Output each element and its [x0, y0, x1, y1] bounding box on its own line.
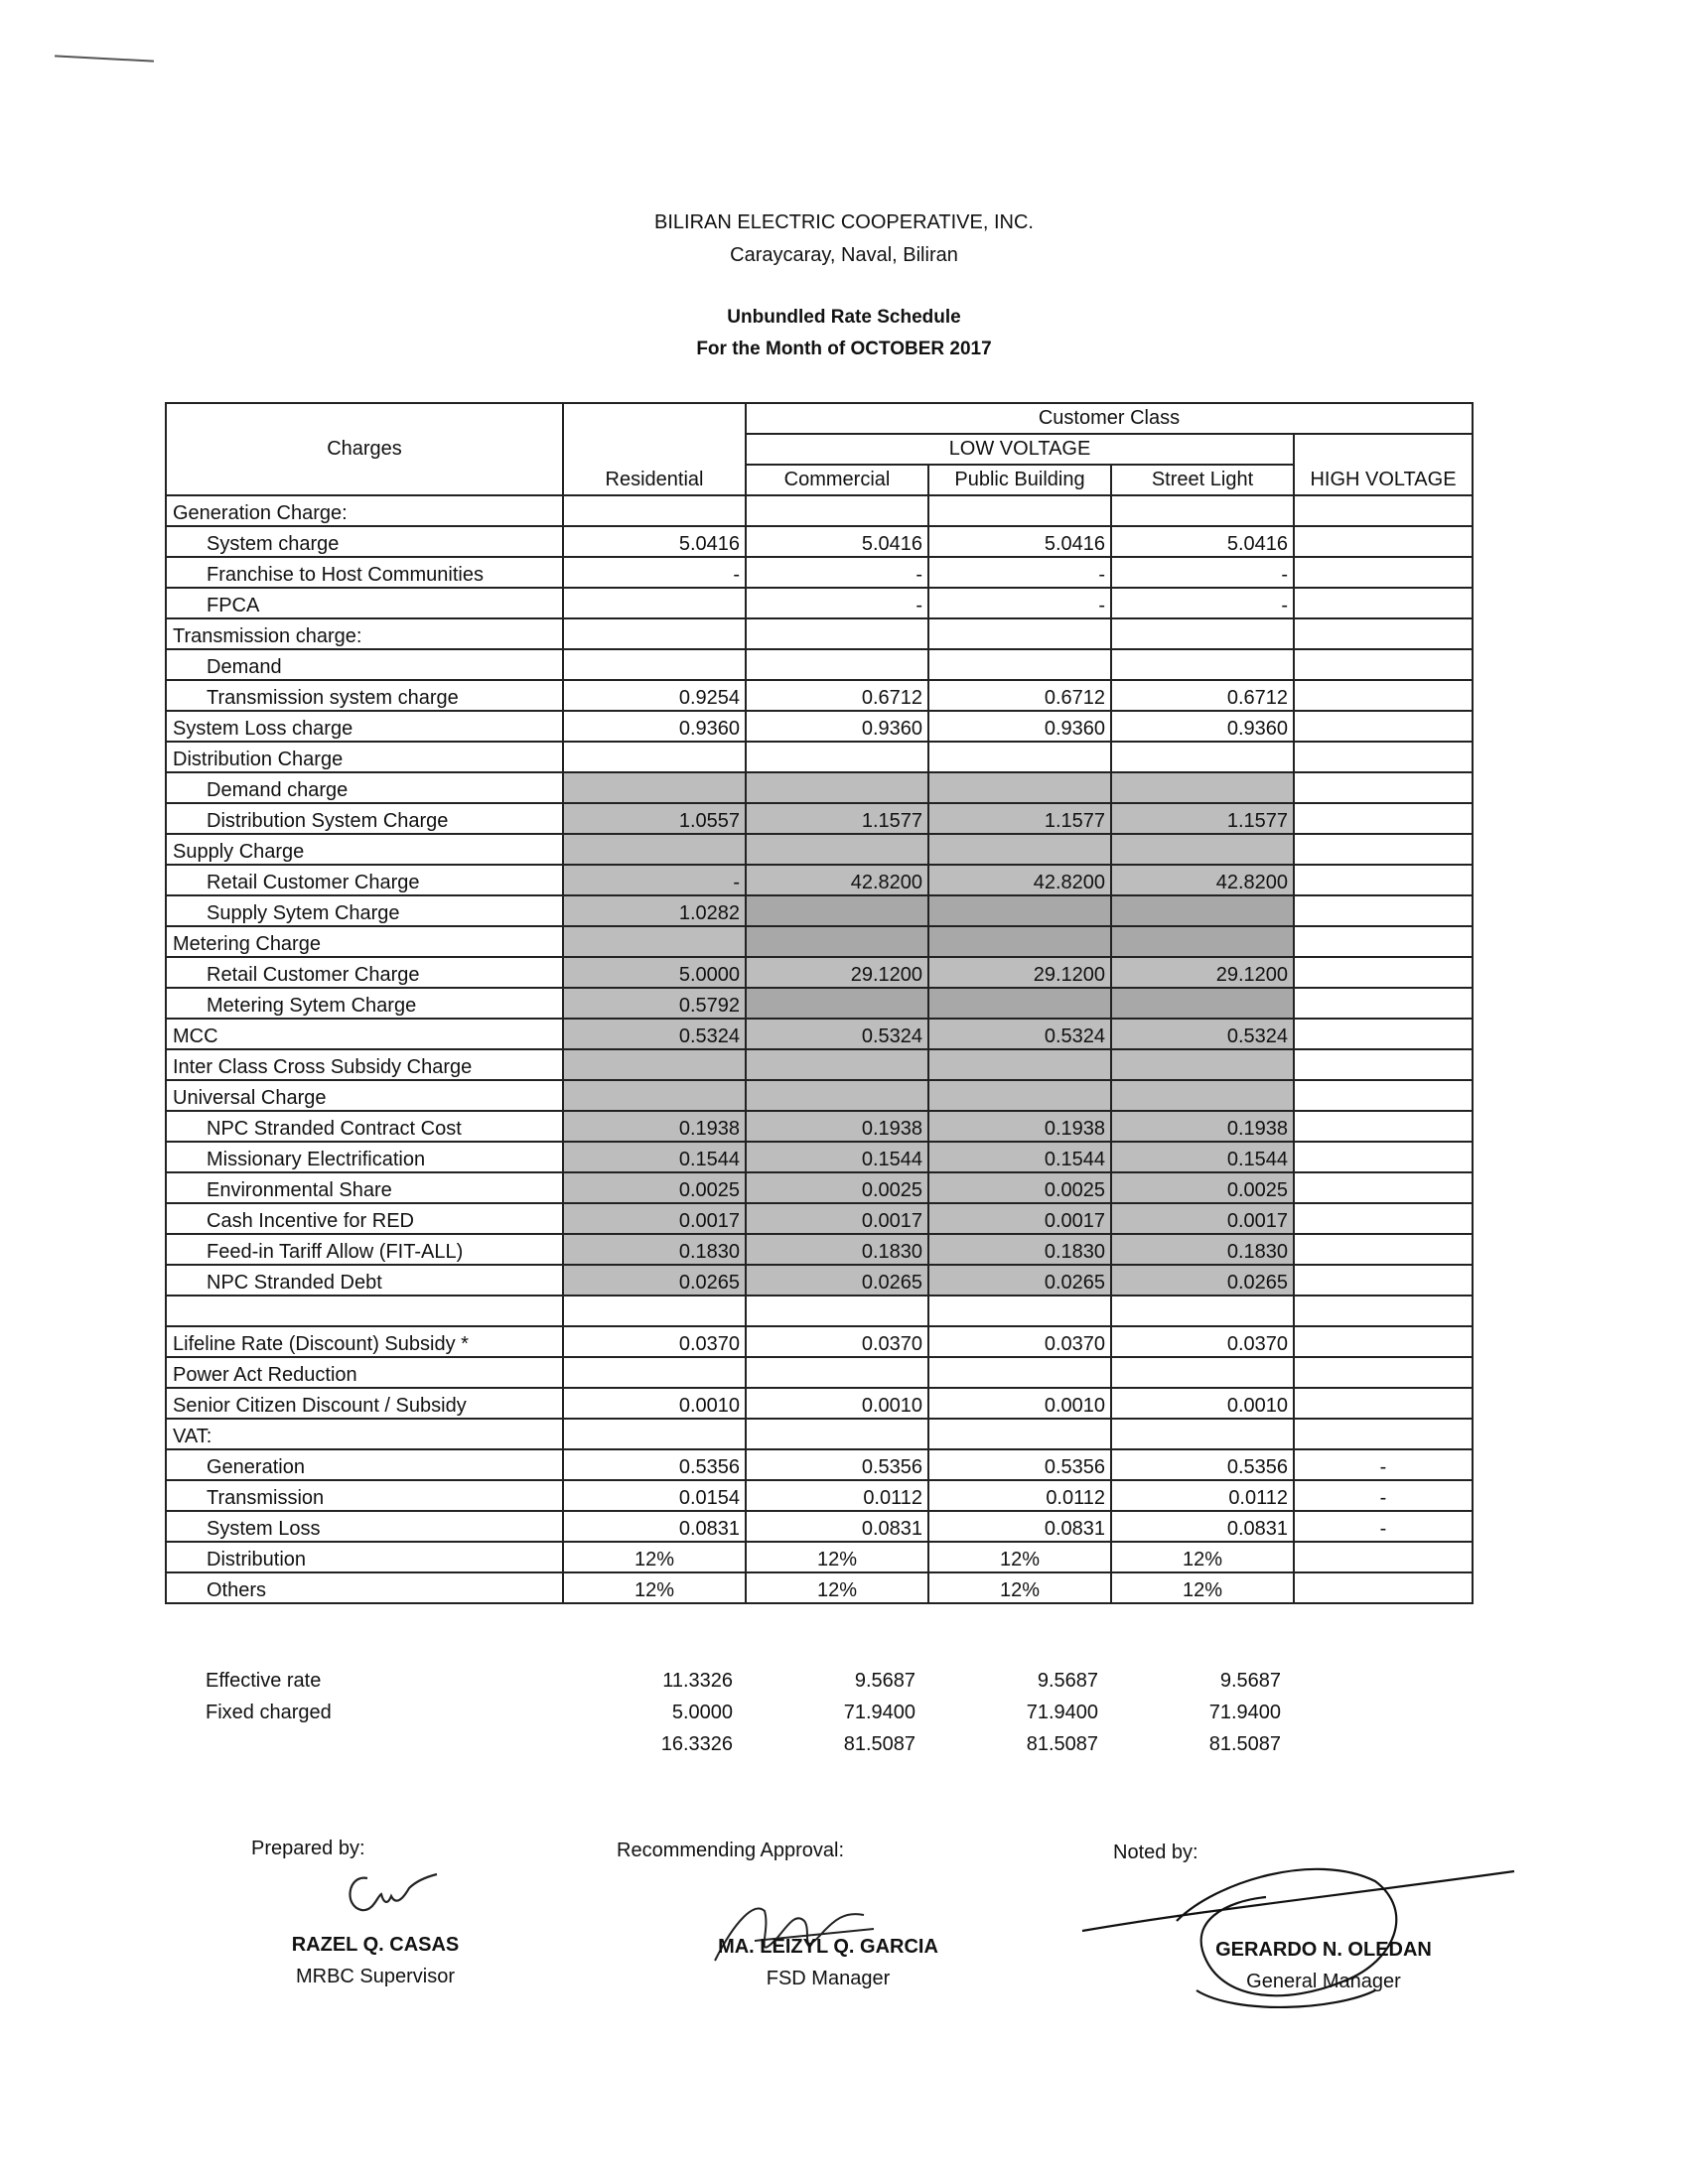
cell-high-voltage [1294, 834, 1473, 865]
cell-street-light: 0.0017 [1111, 1203, 1294, 1234]
noted-by-title: General Manager [1246, 1971, 1401, 1992]
cell-public-building [928, 988, 1111, 1019]
cell-street-light: - [1111, 557, 1294, 588]
cell-street-light: 0.1938 [1111, 1111, 1294, 1142]
row-label: Senior Citizen Discount / Subsidy [166, 1388, 563, 1419]
table-row [166, 1296, 1473, 1326]
total-commercial: 81.5087 [843, 1733, 915, 1755]
row-label: Transmission charge: [166, 618, 563, 649]
row-label: Universal Charge [166, 1080, 563, 1111]
cell-residential: 0.0017 [563, 1203, 746, 1234]
cell-residential: 0.5792 [563, 988, 746, 1019]
row-label: Supply Sytem Charge [166, 895, 563, 926]
cell-street-light [1111, 742, 1294, 772]
table-row [166, 1357, 1473, 1388]
cell-commercial: 0.0025 [746, 1172, 928, 1203]
cell-commercial [746, 649, 928, 680]
table-row [166, 742, 1473, 772]
table-row [166, 1049, 1473, 1080]
cell-street-light [1111, 495, 1294, 526]
cell-commercial: 12% [746, 1542, 928, 1572]
cell-high-voltage [1294, 1234, 1473, 1265]
effective-rate-commercial: 9.5687 [854, 1670, 915, 1692]
total-public-building: 81.5087 [1026, 1733, 1098, 1755]
cell-high-voltage [1294, 895, 1473, 926]
table-row [166, 1142, 1473, 1172]
cell-residential: 0.5356 [563, 1449, 746, 1480]
cell-street-light: 0.0010 [1111, 1388, 1294, 1419]
cell-commercial: 0.6712 [746, 680, 928, 711]
row-label: Distribution Charge [166, 742, 563, 772]
table-row [166, 495, 1473, 526]
cell-commercial: 0.1830 [746, 1234, 928, 1265]
prepared-by-label: Prepared by: [251, 1838, 365, 1859]
table-row [166, 1234, 1473, 1265]
customer-class-header: Customer Class [746, 403, 1473, 434]
charges-header: Charges [166, 403, 563, 495]
cell-residential: 5.0000 [563, 957, 746, 988]
table-row [166, 865, 1473, 895]
cell-high-voltage [1294, 1049, 1473, 1080]
cell-commercial [746, 1296, 928, 1326]
cell-high-voltage [1294, 865, 1473, 895]
table-row [166, 895, 1473, 926]
fixed-charged-public-building: 71.9400 [1026, 1702, 1098, 1723]
row-label: MCC [166, 1019, 563, 1049]
recommending-approval-title: FSD Manager [766, 1968, 891, 1989]
table-row [166, 557, 1473, 588]
cell-street-light [1111, 926, 1294, 957]
cell-street-light [1111, 1419, 1294, 1449]
cell-public-building [928, 495, 1111, 526]
cell-public-building: 29.1200 [928, 957, 1111, 988]
cell-street-light [1111, 1080, 1294, 1111]
cell-high-voltage [1294, 711, 1473, 742]
row-label [166, 1296, 563, 1326]
row-label: VAT: [166, 1419, 563, 1449]
table-row [166, 803, 1473, 834]
cell-residential [563, 588, 746, 618]
cell-street-light [1111, 1357, 1294, 1388]
cell-commercial: - [746, 588, 928, 618]
cell-public-building: 0.0010 [928, 1388, 1111, 1419]
table-row [166, 1419, 1473, 1449]
row-label: Inter Class Cross Subsidy Charge [166, 1049, 563, 1080]
cell-public-building: 12% [928, 1542, 1111, 1572]
row-label: Cash Incentive for RED [166, 1203, 563, 1234]
cell-high-voltage [1294, 988, 1473, 1019]
cell-public-building: 42.8200 [928, 865, 1111, 895]
cell-high-voltage [1294, 803, 1473, 834]
cell-residential: 0.5324 [563, 1019, 746, 1049]
row-label: Distribution System Charge [166, 803, 563, 834]
table-row [166, 1449, 1473, 1480]
cell-residential: 5.0416 [563, 526, 746, 557]
cell-public-building: 0.0017 [928, 1203, 1111, 1234]
cell-public-building: 12% [928, 1572, 1111, 1603]
cell-public-building: 0.5356 [928, 1449, 1111, 1480]
cell-residential [563, 495, 746, 526]
cell-residential: 0.1544 [563, 1142, 746, 1172]
col-header-residential: Residential [563, 465, 746, 495]
cell-high-voltage [1294, 1542, 1473, 1572]
cell-residential [563, 649, 746, 680]
cell-public-building [928, 1080, 1111, 1111]
cell-street-light [1111, 1049, 1294, 1080]
cell-street-light: 0.9360 [1111, 711, 1294, 742]
cell-high-voltage [1294, 1080, 1473, 1111]
table-row [166, 957, 1473, 988]
cell-high-voltage [1294, 1572, 1473, 1603]
cell-high-voltage [1294, 1296, 1473, 1326]
cell-commercial: 5.0416 [746, 526, 928, 557]
cell-residential: 0.1938 [563, 1111, 746, 1142]
row-label: Transmission system charge [166, 680, 563, 711]
document-period: For the Month of OCTOBER 2017 [696, 339, 992, 359]
cell-commercial: 0.0112 [746, 1480, 928, 1511]
prepared-by-title: MRBC Supervisor [295, 1966, 456, 1987]
table-row [166, 680, 1473, 711]
cell-residential: 12% [563, 1572, 746, 1603]
cell-residential: 0.0154 [563, 1480, 746, 1511]
table-row [166, 1203, 1473, 1234]
cell-high-voltage [1294, 495, 1473, 526]
cell-residential: 0.9254 [563, 680, 746, 711]
row-label: Demand charge [166, 772, 563, 803]
table-row [166, 1111, 1473, 1142]
cell-high-voltage [1294, 926, 1473, 957]
table-row [166, 926, 1473, 957]
cell-public-building [928, 1296, 1111, 1326]
cell-high-voltage [1294, 772, 1473, 803]
row-label: System charge [166, 526, 563, 557]
cell-public-building [928, 742, 1111, 772]
cell-public-building: 0.0831 [928, 1511, 1111, 1542]
cell-commercial: 0.9360 [746, 711, 928, 742]
cell-public-building [928, 649, 1111, 680]
cell-street-light [1111, 988, 1294, 1019]
fixed-charged-commercial: 71.9400 [843, 1702, 915, 1723]
cell-public-building [928, 618, 1111, 649]
cell-residential: 0.9360 [563, 711, 746, 742]
cell-high-voltage [1294, 680, 1473, 711]
cell-high-voltage: - [1294, 1449, 1473, 1480]
organization-address: Caraycaray, Naval, Biliran [730, 244, 958, 266]
cell-commercial: - [746, 557, 928, 588]
row-label: Environmental Share [166, 1172, 563, 1203]
cell-public-building: 0.9360 [928, 711, 1111, 742]
rate-schedule-table [165, 402, 1474, 1604]
cell-commercial [746, 618, 928, 649]
cell-street-light: 0.0025 [1111, 1172, 1294, 1203]
cell-residential [563, 1357, 746, 1388]
cell-street-light: 42.8200 [1111, 865, 1294, 895]
table-row [166, 1542, 1473, 1572]
cell-street-light: 0.1544 [1111, 1142, 1294, 1172]
scan-artifact [55, 55, 154, 62]
cell-street-light: 29.1200 [1111, 957, 1294, 988]
noted-by-name: GERARDO N. OLEDAN [1215, 1939, 1432, 1961]
cell-commercial [746, 1049, 928, 1080]
cell-high-voltage [1294, 957, 1473, 988]
cell-high-voltage [1294, 1326, 1473, 1357]
cell-residential [563, 1419, 746, 1449]
cell-high-voltage [1294, 1172, 1473, 1203]
recommending-approval-name: MA. LEIZYL Q. GARCIA [718, 1936, 938, 1958]
cell-commercial [746, 1419, 928, 1449]
cell-public-building [928, 1049, 1111, 1080]
row-label: Generation [166, 1449, 563, 1480]
cell-street-light: 0.1830 [1111, 1234, 1294, 1265]
cell-residential: 0.0831 [563, 1511, 746, 1542]
row-label: Franchise to Host Communities [166, 557, 563, 588]
cell-street-light: 12% [1111, 1542, 1294, 1572]
table-row [166, 1172, 1473, 1203]
cell-public-building: 0.0265 [928, 1265, 1111, 1296]
cell-street-light: 0.6712 [1111, 680, 1294, 711]
cell-residential: 0.0025 [563, 1172, 746, 1203]
low-voltage-header: LOW VOLTAGE [746, 434, 1294, 465]
cell-high-voltage [1294, 1111, 1473, 1142]
cell-public-building [928, 1357, 1111, 1388]
cell-public-building [928, 895, 1111, 926]
cell-street-light: 0.0112 [1111, 1480, 1294, 1511]
row-label: FPCA [166, 588, 563, 618]
cell-high-voltage [1294, 742, 1473, 772]
table-row [166, 988, 1473, 1019]
table-row [166, 1511, 1473, 1542]
row-label: System Loss [166, 1511, 563, 1542]
table-row [166, 1019, 1473, 1049]
document-title: Unbundled Rate Schedule [727, 307, 961, 328]
cell-residential [563, 834, 746, 865]
cell-commercial: 0.0831 [746, 1511, 928, 1542]
cell-high-voltage: - [1294, 1511, 1473, 1542]
cell-residential: 0.0010 [563, 1388, 746, 1419]
cell-residential: - [563, 865, 746, 895]
table-row [166, 618, 1473, 649]
table-row [166, 834, 1473, 865]
cell-public-building: 0.0025 [928, 1172, 1111, 1203]
row-label: NPC Stranded Contract Cost [166, 1111, 563, 1142]
cell-public-building: 0.1938 [928, 1111, 1111, 1142]
cell-street-light: 0.0265 [1111, 1265, 1294, 1296]
total-street-light: 81.5087 [1208, 1733, 1281, 1755]
cell-residential: 0.0370 [563, 1326, 746, 1357]
cell-street-light [1111, 1296, 1294, 1326]
row-label: System Loss charge [166, 711, 563, 742]
cell-street-light [1111, 834, 1294, 865]
cell-residential: 1.0282 [563, 895, 746, 926]
cell-commercial: 0.0017 [746, 1203, 928, 1234]
cell-residential [563, 618, 746, 649]
cell-residential: 0.0265 [563, 1265, 746, 1296]
table-row [166, 1326, 1473, 1357]
row-label: Transmission [166, 1480, 563, 1511]
cell-high-voltage [1294, 1357, 1473, 1388]
row-label: Feed-in Tariff Allow (FIT-ALL) [166, 1234, 563, 1265]
effective-rate-public-building: 9.5687 [1037, 1670, 1098, 1692]
row-label: Generation Charge: [166, 495, 563, 526]
effective-rate-street-light: 9.5687 [1219, 1670, 1281, 1692]
table-row [166, 649, 1473, 680]
organization-name: BILIRAN ELECTRIC COOPERATIVE, INC. [654, 211, 1034, 233]
cell-high-voltage [1294, 1265, 1473, 1296]
table-row [166, 588, 1473, 618]
cell-public-building [928, 926, 1111, 957]
table-row [166, 526, 1473, 557]
row-label: Metering Sytem Charge [166, 988, 563, 1019]
cell-street-light: 0.5356 [1111, 1449, 1294, 1480]
cell-high-voltage [1294, 649, 1473, 680]
row-label: Retail Customer Charge [166, 865, 563, 895]
cell-high-voltage [1294, 1419, 1473, 1449]
cell-high-voltage [1294, 588, 1473, 618]
row-label: Metering Charge [166, 926, 563, 957]
fixed-charged-label: Fixed charged [206, 1702, 332, 1723]
row-label: Demand [166, 649, 563, 680]
noted-by-label: Noted by: [1113, 1842, 1198, 1863]
table-row [166, 1388, 1473, 1419]
cell-residential [563, 1080, 746, 1111]
table-row [166, 1480, 1473, 1511]
table-row [166, 1080, 1473, 1111]
cell-street-light: 0.0370 [1111, 1326, 1294, 1357]
cell-high-voltage [1294, 557, 1473, 588]
cell-street-light: - [1111, 588, 1294, 618]
row-label: Distribution [166, 1542, 563, 1572]
row-label: Supply Charge [166, 834, 563, 865]
cell-public-building: 0.0370 [928, 1326, 1111, 1357]
row-label: Power Act Reduction [166, 1357, 563, 1388]
cell-commercial: 0.5324 [746, 1019, 928, 1049]
cell-public-building [928, 1419, 1111, 1449]
fixed-charged-street-light: 71.9400 [1208, 1702, 1281, 1723]
fixed-charged-residential: 5.0000 [671, 1702, 733, 1723]
col-header-high-voltage: HIGH VOLTAGE [1294, 465, 1473, 495]
col-header-street-light: Street Light [1111, 465, 1294, 495]
cell-residential [563, 1049, 746, 1080]
row-label: Others [166, 1572, 563, 1603]
cell-commercial [746, 895, 928, 926]
cell-high-voltage [1294, 1019, 1473, 1049]
cell-commercial [746, 926, 928, 957]
cell-commercial [746, 495, 928, 526]
cell-public-building: 1.1577 [928, 803, 1111, 834]
cell-commercial: 29.1200 [746, 957, 928, 988]
table-row [166, 1265, 1473, 1296]
cell-commercial: 0.0010 [746, 1388, 928, 1419]
cell-commercial: 0.5356 [746, 1449, 928, 1480]
cell-public-building: 0.1830 [928, 1234, 1111, 1265]
cell-public-building: - [928, 588, 1111, 618]
col-header-commercial: Commercial [746, 465, 928, 495]
row-label: Lifeline Rate (Discount) Subsidy * [166, 1326, 563, 1357]
table-row [166, 711, 1473, 742]
cell-high-voltage [1294, 1142, 1473, 1172]
cell-commercial: 0.1938 [746, 1111, 928, 1142]
cell-commercial: 1.1577 [746, 803, 928, 834]
row-label: Retail Customer Charge [166, 957, 563, 988]
cell-street-light [1111, 772, 1294, 803]
cell-residential [563, 926, 746, 957]
cell-public-building: 0.6712 [928, 680, 1111, 711]
cell-commercial [746, 1357, 928, 1388]
row-label: NPC Stranded Debt [166, 1265, 563, 1296]
cell-residential [563, 1296, 746, 1326]
cell-residential: 0.1830 [563, 1234, 746, 1265]
signature-oledan [1077, 1842, 1524, 2030]
cell-high-voltage [1294, 618, 1473, 649]
table-row [166, 772, 1473, 803]
cell-commercial [746, 988, 928, 1019]
cell-street-light: 5.0416 [1111, 526, 1294, 557]
cell-public-building: 0.5324 [928, 1019, 1111, 1049]
cell-commercial [746, 834, 928, 865]
cell-street-light: 0.0831 [1111, 1511, 1294, 1542]
total-residential: 16.3326 [660, 1733, 733, 1755]
cell-public-building: 0.1544 [928, 1142, 1111, 1172]
cell-residential: 1.0557 [563, 803, 746, 834]
cell-street-light: 0.5324 [1111, 1019, 1294, 1049]
cell-commercial: 12% [746, 1572, 928, 1603]
row-label: Missionary Electrification [166, 1142, 563, 1172]
cell-high-voltage: - [1294, 1480, 1473, 1511]
cell-commercial: 42.8200 [746, 865, 928, 895]
cell-residential: 12% [563, 1542, 746, 1572]
cell-street-light: 1.1577 [1111, 803, 1294, 834]
cell-high-voltage [1294, 1203, 1473, 1234]
cell-commercial: 0.0370 [746, 1326, 928, 1357]
cell-residential [563, 742, 746, 772]
cell-public-building: - [928, 557, 1111, 588]
effective-rate-label: Effective rate [206, 1670, 322, 1692]
cell-commercial [746, 772, 928, 803]
cell-public-building: 5.0416 [928, 526, 1111, 557]
cell-high-voltage [1294, 526, 1473, 557]
cell-residential: - [563, 557, 746, 588]
cell-street-light [1111, 618, 1294, 649]
cell-commercial [746, 742, 928, 772]
cell-public-building [928, 772, 1111, 803]
effective-rate-residential: 11.3326 [662, 1670, 733, 1692]
cell-public-building: 0.0112 [928, 1480, 1111, 1511]
cell-commercial: 0.1544 [746, 1142, 928, 1172]
col-header-public-building: Public Building [928, 465, 1111, 495]
cell-street-light: 12% [1111, 1572, 1294, 1603]
cell-residential [563, 772, 746, 803]
cell-street-light [1111, 895, 1294, 926]
prepared-by-name: RAZEL Q. CASAS [291, 1934, 460, 1956]
cell-street-light [1111, 649, 1294, 680]
table-row [166, 1572, 1473, 1603]
recommending-approval-label: Recommending Approval: [617, 1840, 845, 1861]
cell-commercial [746, 1080, 928, 1111]
cell-high-voltage [1294, 1388, 1473, 1419]
cell-commercial: 0.0265 [746, 1265, 928, 1296]
cell-public-building [928, 834, 1111, 865]
signature-casas [338, 1866, 447, 1926]
